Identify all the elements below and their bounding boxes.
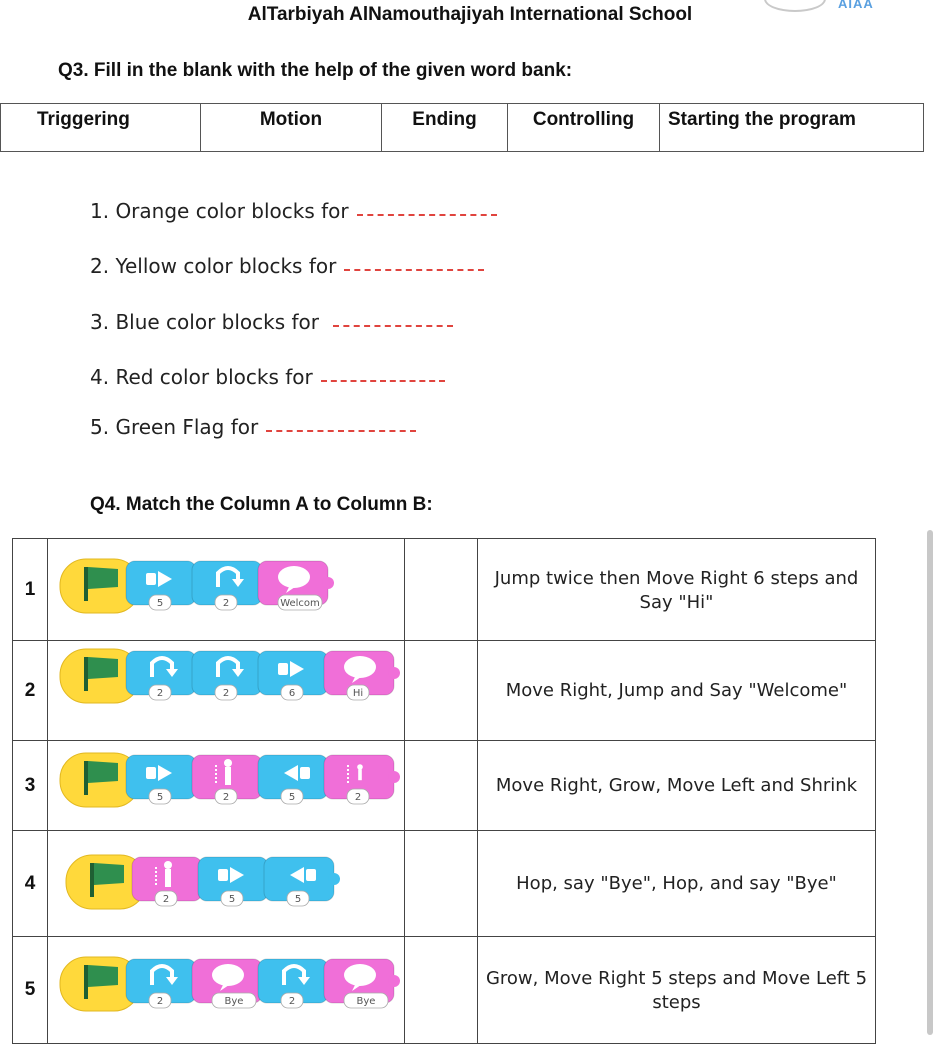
- move-left-block: [258, 755, 334, 804]
- table-row: [13, 641, 876, 741]
- answer-blank[interactable]: [357, 214, 497, 216]
- table-row: [13, 539, 876, 641]
- q4-title: Q4. Match the Column A to Column B:: [90, 494, 433, 515]
- match-answer-cell[interactable]: [405, 641, 478, 741]
- svg-text:2: 2: [162, 894, 170, 905]
- block-parameter[interactable]: [149, 685, 171, 700]
- shrink-block: [324, 755, 400, 804]
- jump-block: [192, 561, 268, 610]
- word-bank-cell: Triggering: [1, 104, 201, 152]
- q3-title: Q3. Fill in the blank with the help of the given word bank:: [58, 60, 573, 81]
- row-number: 3: [13, 741, 48, 831]
- fill-item: [90, 199, 497, 223]
- matching-table: [12, 538, 876, 1044]
- answer-blank[interactable]: [321, 380, 445, 382]
- block-parameter[interactable]: [281, 993, 303, 1008]
- block-parameter[interactable]: [347, 789, 369, 804]
- fill-item-text: 3. Blue color blocks for: [90, 310, 320, 334]
- block-program: [66, 851, 406, 911]
- move-right-block: [126, 561, 202, 610]
- code-cell: [48, 539, 405, 641]
- say-block: [324, 651, 400, 700]
- column-b-text: Move Right, Grow, Move Left and Shrink: [478, 741, 876, 831]
- svg-text:Bye: Bye: [356, 996, 376, 1007]
- svg-text:2: 2: [288, 996, 296, 1007]
- svg-text:2: 2: [222, 598, 230, 609]
- svg-text:2: 2: [156, 996, 164, 1007]
- block-parameter[interactable]: [215, 685, 237, 700]
- block-parameter[interactable]: [155, 891, 177, 906]
- jump-block: [126, 651, 202, 700]
- answer-blank[interactable]: [344, 269, 484, 271]
- move-left-block: [264, 857, 340, 906]
- svg-text:Welcom: Welcom: [280, 598, 320, 609]
- table-row: [13, 831, 876, 937]
- svg-text:6: 6: [288, 688, 296, 699]
- block-parameter[interactable]: [221, 891, 243, 906]
- row-number: 4: [13, 831, 48, 937]
- jump-block: [258, 959, 334, 1008]
- code-cell: [48, 741, 405, 831]
- svg-text:2: 2: [222, 688, 230, 699]
- column-b-text: Jump twice then Move Right 6 steps and Say "Hi": [478, 539, 876, 641]
- svg-text:Hi: Hi: [352, 688, 364, 699]
- block-parameter[interactable]: [149, 789, 171, 804]
- block-program-svg: [60, 953, 400, 1013]
- match-answer-cell[interactable]: [405, 741, 478, 831]
- column-b-text: Grow, Move Right 5 steps and Move Left 5 steps: [478, 937, 876, 1044]
- svg-text:5: 5: [156, 792, 164, 803]
- block-program-svg: [60, 749, 400, 809]
- column-b-text: Move Right, Jump and Say "Welcome": [478, 641, 876, 741]
- block-program-svg: [60, 555, 400, 615]
- block-parameter[interactable]: [212, 993, 256, 1008]
- say-block: [258, 561, 334, 610]
- svg-text:5: 5: [156, 598, 164, 609]
- svg-text:2: 2: [354, 792, 362, 803]
- word-bank-cell: Controlling: [508, 104, 660, 152]
- block-program: [60, 555, 400, 615]
- match-answer-cell[interactable]: [405, 937, 478, 1044]
- column-b-text: Hop, say "Bye", Hop, and say "Bye": [478, 831, 876, 937]
- block-parameter[interactable]: [215, 789, 237, 804]
- fill-item-text: 2. Yellow color blocks for: [90, 254, 337, 278]
- word-bank-cell: Ending: [382, 104, 508, 152]
- table-row: [13, 741, 876, 831]
- fill-item-text: 1. Orange color blocks for: [90, 199, 349, 223]
- svg-text:5: 5: [228, 894, 236, 905]
- row-number: 2: [13, 641, 48, 741]
- say-block: [192, 959, 268, 1008]
- school-name: AlTarbiyah AlNamouthajiyah International School: [247, 4, 693, 25]
- move-right-block: [198, 857, 274, 906]
- svg-text:2: 2: [156, 688, 164, 699]
- say-block: [324, 959, 400, 1008]
- word-bank-cell: Motion: [201, 104, 382, 152]
- table-row: [13, 937, 876, 1044]
- block-parameter[interactable]: [149, 595, 171, 610]
- svg-text:Bye: Bye: [224, 996, 244, 1007]
- code-cell: [48, 831, 405, 937]
- scrollbar[interactable]: [927, 530, 933, 1035]
- block-parameter[interactable]: [347, 685, 369, 700]
- block-program-svg: [60, 645, 400, 705]
- move-right-block: [126, 755, 202, 804]
- grow-block: [132, 857, 208, 906]
- block-parameter[interactable]: [215, 595, 237, 610]
- move-right-block: [258, 651, 334, 700]
- word-bank-table: [0, 103, 924, 152]
- block-program-svg: [66, 851, 406, 911]
- row-number: 5: [13, 937, 48, 1044]
- block-parameter[interactable]: [287, 891, 309, 906]
- block-program: [60, 749, 400, 809]
- block-parameter[interactable]: [281, 685, 303, 700]
- code-cell: [48, 937, 405, 1044]
- fill-item-text: 5. Green Flag for: [90, 415, 259, 439]
- school-logo: AIAA: [838, 0, 874, 11]
- block-parameter[interactable]: [278, 595, 322, 610]
- fill-item-text: 4. Red color blocks for: [90, 365, 313, 389]
- answer-blank[interactable]: [266, 430, 416, 432]
- block-parameter[interactable]: [149, 993, 171, 1008]
- word-bank-cell: Starting the program: [660, 104, 924, 152]
- svg-text:5: 5: [288, 792, 296, 803]
- block-parameter[interactable]: [344, 993, 388, 1008]
- block-program: [60, 645, 400, 705]
- match-answer-cell[interactable]: [405, 831, 478, 937]
- fill-item: [90, 254, 484, 278]
- grow-block: [192, 755, 268, 804]
- match-answer-cell[interactable]: [405, 539, 478, 641]
- block-program: [60, 953, 400, 1013]
- svg-text:2: 2: [222, 792, 230, 803]
- svg-text:5: 5: [294, 894, 302, 905]
- fill-item: [90, 415, 416, 439]
- jump-block: [126, 959, 202, 1008]
- block-parameter[interactable]: [281, 789, 303, 804]
- fill-item: [90, 365, 445, 389]
- row-number: 1: [13, 539, 48, 641]
- answer-blank[interactable]: [333, 325, 453, 327]
- jump-block: [192, 651, 268, 700]
- fill-item: [90, 310, 453, 334]
- code-cell: [48, 641, 405, 741]
